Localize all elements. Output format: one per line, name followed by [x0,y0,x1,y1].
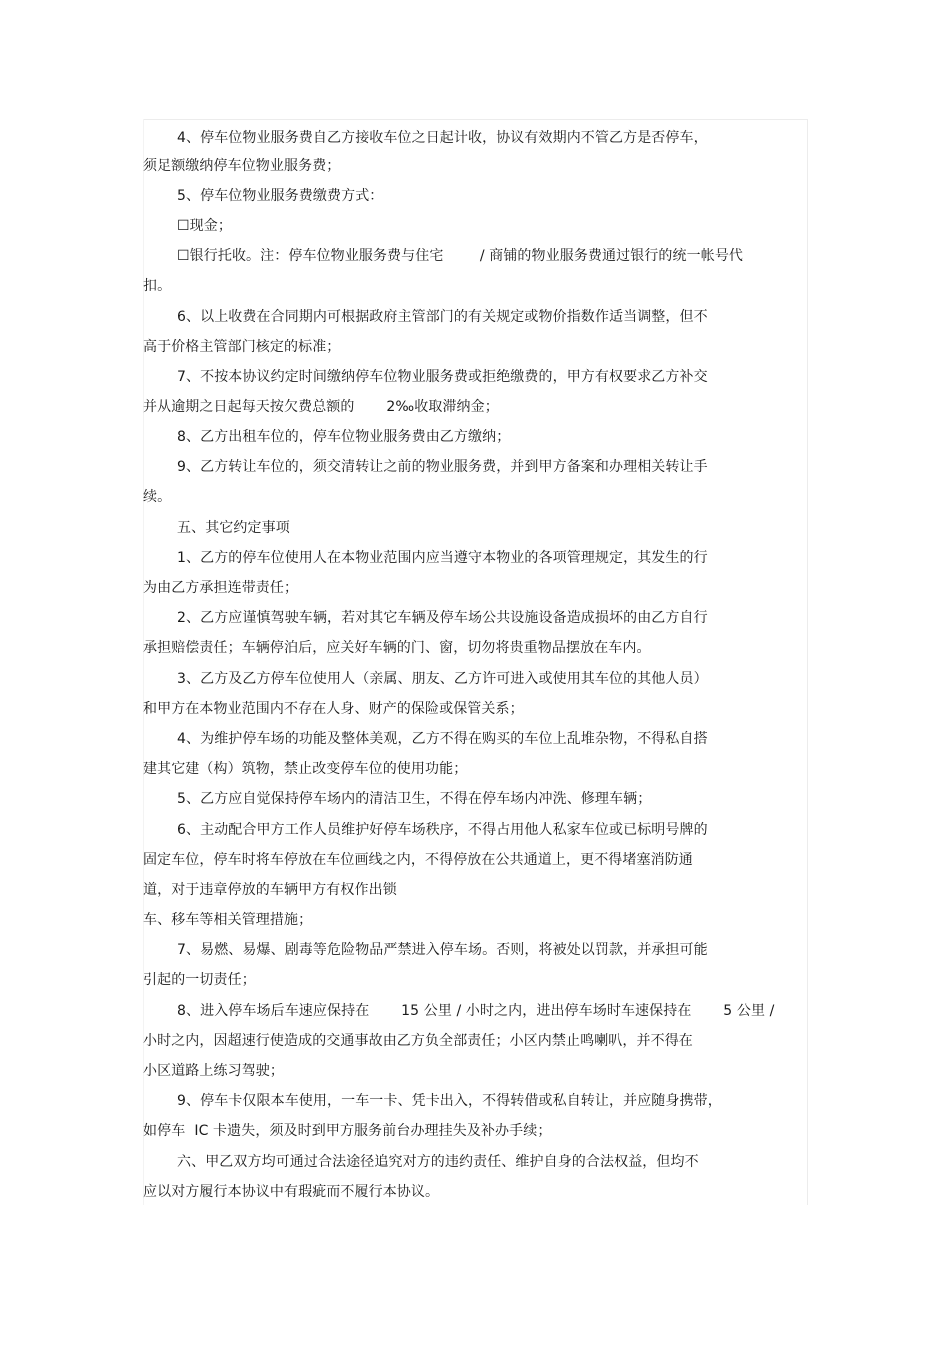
item-9-line-2: 如停车 IC 卡遗失，须及时到甲方服务前台办理挂失及补办手续； [143,1123,552,1139]
item-9-line-1: 9、停车卡仅限本车使用，一车一卡、凭卡出入，不得转借或私自转让，并应随身携带， [177,1093,722,1109]
payment-option-bank-line-2: 扣。 [143,278,172,294]
item-4-line-2: 建其它建（构）筑物，禁止改变停车位的使用功能； [143,761,468,777]
item-6-line-3: 道，对于违章停放的车辆甲方有权作出锁 [143,882,397,898]
clause-6-line-2: 高于价格主管部门核定的标准； [143,339,341,355]
item-2-line-2: 承担赔偿责任；车辆停泊后，应关好车辆的门、窗，切勿将贵重物品摆放在车内。 [143,640,651,656]
item-3-line-2: 和甲方在本物业范围内不存在人身、财产的保险或保管关系； [143,701,524,717]
item-6-line-4: 车、移车等相关管理措施； [143,912,313,928]
clause-7-line-1: 7、不按本协议约定时间缴纳停车位物业服务费或拒绝缴费的，甲方有权要求乙方补交 [177,369,708,385]
item-8-line-2: 小时之内，因超速行使造成的交通事故由乙方负全部责任；小区内禁止鸣喇叭，并不得在 [143,1033,693,1049]
clause-7-line-2: 并从逾期之日起每天按欠费总额的 2‰收取滞纳金； [143,399,499,415]
item-1-line-2: 为由乙方承担连带责任； [143,580,299,596]
item-1-line-1: 1、乙方的停车位使用人在本物业范围内应当遵守本物业的各项管理规定，其发生的行 [177,550,708,566]
clause-6-line-1: 6、以上收费在合同期内可根据政府主管部门的有关规定或物价指数作适当调整，但不 [177,309,708,325]
section-6-line-2: 应以对方履行本协议中有瑕疵而不履行本协议。 [143,1184,440,1200]
item-6-line-2: 固定车位，停车时将车停放在车位画线之内，不得停放在公共通道上，更不得堵塞消防通 [143,852,693,868]
item-3-line-1: 3、乙方及乙方停车位使用人（亲属、朋友、乙方许可进入或使用其车位的其他人员） [177,671,708,687]
item-5: 5、乙方应自觉保持停车场内的清洁卫生，不得在停车场内冲洗、修理车辆； [177,791,652,807]
section-6-line-1: 六、甲乙双方均可通过合法途径追究对方的违约责任、维护自身的合法权益，但均不 [177,1154,699,1170]
item-2-line-1: 2、乙方应谨慎驾驶车辆，若对其它车辆及停车场公共设施设备造成损坏的由乙方自行 [177,610,708,626]
clause-4-line-1: 4、停车位物业服务费自乙方接收车位之日起计收，协议有效期内不管乙方是否停车， [177,130,708,146]
item-6-line-1: 6、主动配合甲方工作人员维护好停车场秩序，不得占用他人私家车位或已标明号牌的 [177,822,708,838]
page-border-top [143,119,808,120]
item-4-line-1: 4、为维护停车场的功能及整体美观，乙方不得在购买的车位上乱堆杂物，不得私自搭 [177,731,708,747]
payment-option-cash: ☐现金； [177,218,232,234]
item-8-line-1: 8、进入停车场后车速应保持在 15 公里 / 小时之内，进出停车场时车速保持在 5 公里 / [177,1003,775,1019]
item-7-line-1: 7、易燃、易爆、剧毒等危险物品严禁进入停车场。否则，将被处以罚款，并承担可能 [177,942,708,958]
item-7-line-2: 引起的一切责任； [143,972,256,988]
clause-9-line-1: 9、乙方转让车位的，须交清转让之前的物业服务费，并到甲方备案和办理相关转让手 [177,459,708,475]
clause-8: 8、乙方出租车位的，停车位物业服务费由乙方缴纳； [177,429,511,445]
payment-option-bank-line-1: ☐银行托收。注：停车位物业服务费与住宅 / 商铺的物业服务费通过银行的统一帐号代 [177,248,744,264]
item-8-line-3: 小区道路上练习驾驶； [143,1063,284,1079]
page-border-right [807,119,808,1205]
clause-4-line-2: 须足额缴纳停车位物业服务费； [143,158,341,174]
section-5-heading: 五、其它约定事项 [177,520,290,536]
clause-9-line-2: 续。 [143,489,172,505]
clause-5-heading: 5、停车位物业服务费缴费方式： [177,188,384,204]
